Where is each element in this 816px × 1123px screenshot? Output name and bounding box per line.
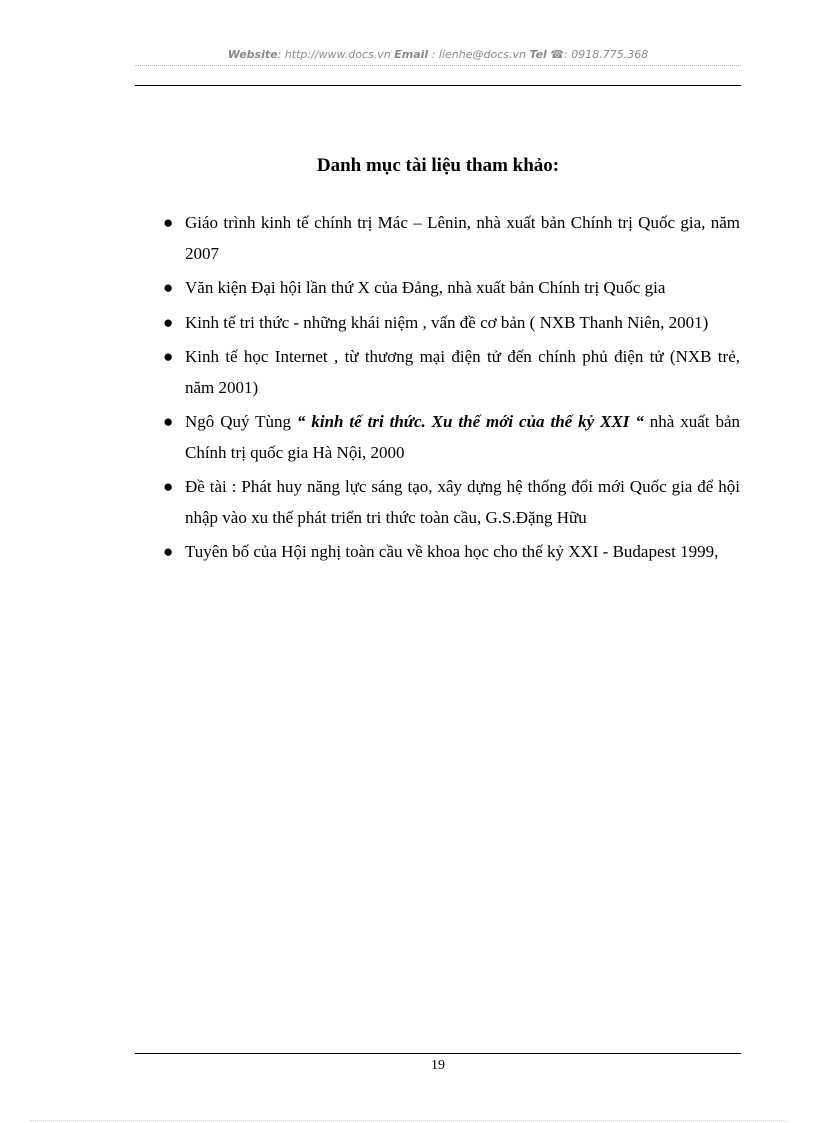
bullet-icon: ●: [163, 477, 174, 496]
reference-text: Tuyên bố của Hội nghị toàn cầu về khoa học cho thế kỷ XXI - Budapest 1999,: [185, 542, 719, 561]
bullet-icon: ●: [163, 213, 174, 232]
header-divider: [135, 85, 741, 86]
reference-publisher: nhà xuất bản Chính trị quốc gia Hà Nội, 2000: [185, 412, 740, 462]
bullet-icon: ●: [163, 278, 174, 297]
reference-text: Kinh tế tri thức - những khái niệm , vấn đề cơ bản ( NXB Thanh Niên, 2001): [185, 312, 709, 332]
reference-item: [163, 472, 740, 533]
phone-icon: ☎: [550, 48, 565, 61]
bullet-icon: ●: [163, 312, 174, 332]
reference-item: [163, 308, 740, 339]
reference-list: [163, 208, 740, 572]
reference-author: Ngô Quý Tùng: [185, 412, 297, 431]
bullet-icon: ●: [163, 412, 174, 431]
website-label: Website: [227, 48, 278, 61]
reference-item: [163, 273, 740, 304]
reference-book-title: “ kinh tế tri thức. Xu thế mới của thế kỷ XXI “: [296, 412, 644, 431]
page-bottom-dotted-border: [30, 1120, 786, 1121]
header-dotted-divider: [135, 65, 741, 66]
reference-item: [163, 342, 740, 403]
bullet-icon: ●: [163, 347, 174, 366]
reference-text: Đề tài : Phát huy năng lực sáng tạo, xây dựng hệ thống đổi mới Quốc gia để hội nhập vào xu thế phát triển tri thức toàn cầu, G.S.Đặng Hữu: [185, 477, 740, 527]
tel-label: Tel: [529, 48, 547, 61]
reference-text: Kinh tế học Internet , từ thương mại điện tử đến chính phủ điện tử (NXB trẻ, năm 2001): [185, 347, 740, 397]
website-value: : http://www.docs.vn: [277, 48, 391, 61]
bullet-icon: ●: [163, 542, 174, 561]
reference-text: Văn kiện Đại hội lần thứ X của Đảng, nhà xuất bản Chính trị Quốc gia: [185, 278, 666, 297]
email-label: Email: [394, 48, 429, 61]
page-header: [135, 48, 741, 61]
email-value: : lienhe@docs.vn: [431, 48, 526, 61]
reference-text: Giáo trình kinh tế chính trị Mác – Lênin, nhà xuất bản Chính trị Quốc gia, năm 2007: [185, 213, 740, 263]
tel-value: : 0918.775.368: [564, 48, 649, 61]
reference-item: [163, 407, 740, 468]
footer-divider: [135, 1053, 741, 1054]
reference-item: [163, 537, 740, 568]
reference-item: [163, 208, 740, 269]
page-title: Danh mục tài liệu tham khảo:: [316, 155, 560, 176]
page-number: 19: [431, 1058, 445, 1073]
